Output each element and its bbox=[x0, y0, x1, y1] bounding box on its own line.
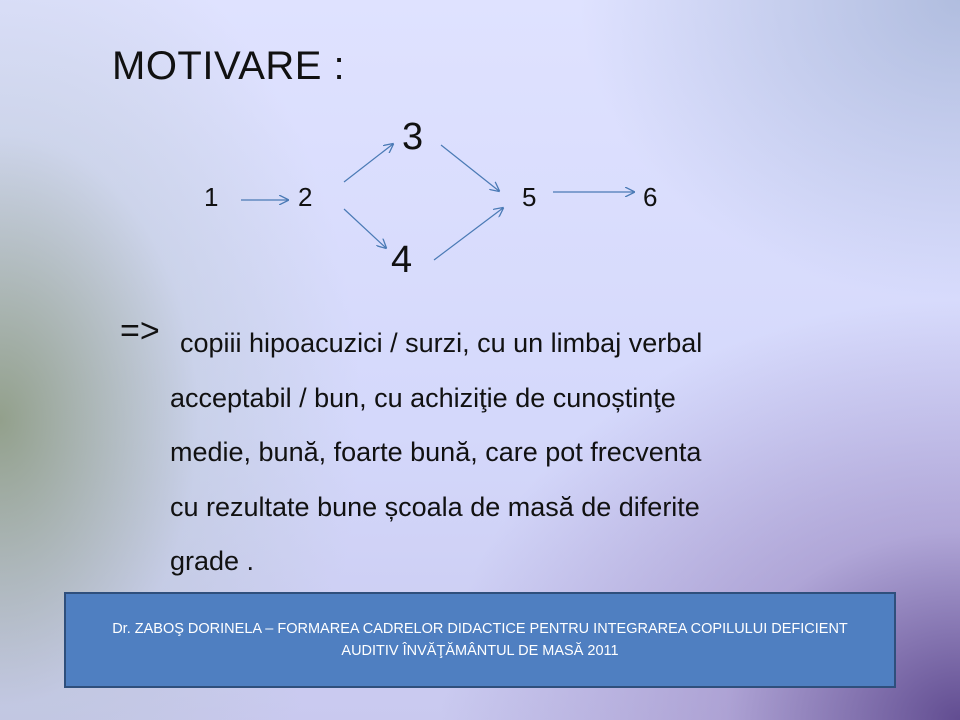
body-line: grade . bbox=[170, 546, 255, 576]
arrow-2-3 bbox=[344, 144, 393, 182]
node-1: 1 bbox=[204, 182, 219, 212]
slide-title: MOTIVARE : bbox=[112, 44, 346, 88]
footer-text: Dr. ZABOŞ DORINELA – FORMAREA CADRELOR DIDACTICE PENTRU INTEGRAREA COPILULUI DEFICIENT AUDITIV ÎNVĂŢĂMÂNTUL DE MASĂ 2011 bbox=[112, 621, 848, 659]
node-3: 3 bbox=[402, 116, 424, 158]
arrow-4-5 bbox=[434, 208, 503, 260]
body-line: cu rezultate bune școala de masă de diferite bbox=[170, 491, 700, 522]
footer-banner bbox=[64, 592, 896, 688]
body-line: acceptabil / bun, cu achiziţie de cunoștinţe bbox=[170, 382, 676, 413]
implication-arrow: => bbox=[120, 312, 160, 350]
node-2: 2 bbox=[298, 182, 313, 212]
body-line: copiii hipoacuzici / surzi, cu un limbaj verbal bbox=[180, 328, 703, 358]
node-6: 6 bbox=[643, 182, 658, 212]
arrow-2-4 bbox=[344, 209, 386, 248]
body-text bbox=[170, 316, 870, 589]
node-4: 4 bbox=[391, 239, 413, 281]
body-line: medie, bună, foarte bună, care pot frecventa bbox=[170, 437, 702, 467]
arrow-3-5 bbox=[441, 145, 499, 191]
node-5: 5 bbox=[522, 182, 537, 212]
